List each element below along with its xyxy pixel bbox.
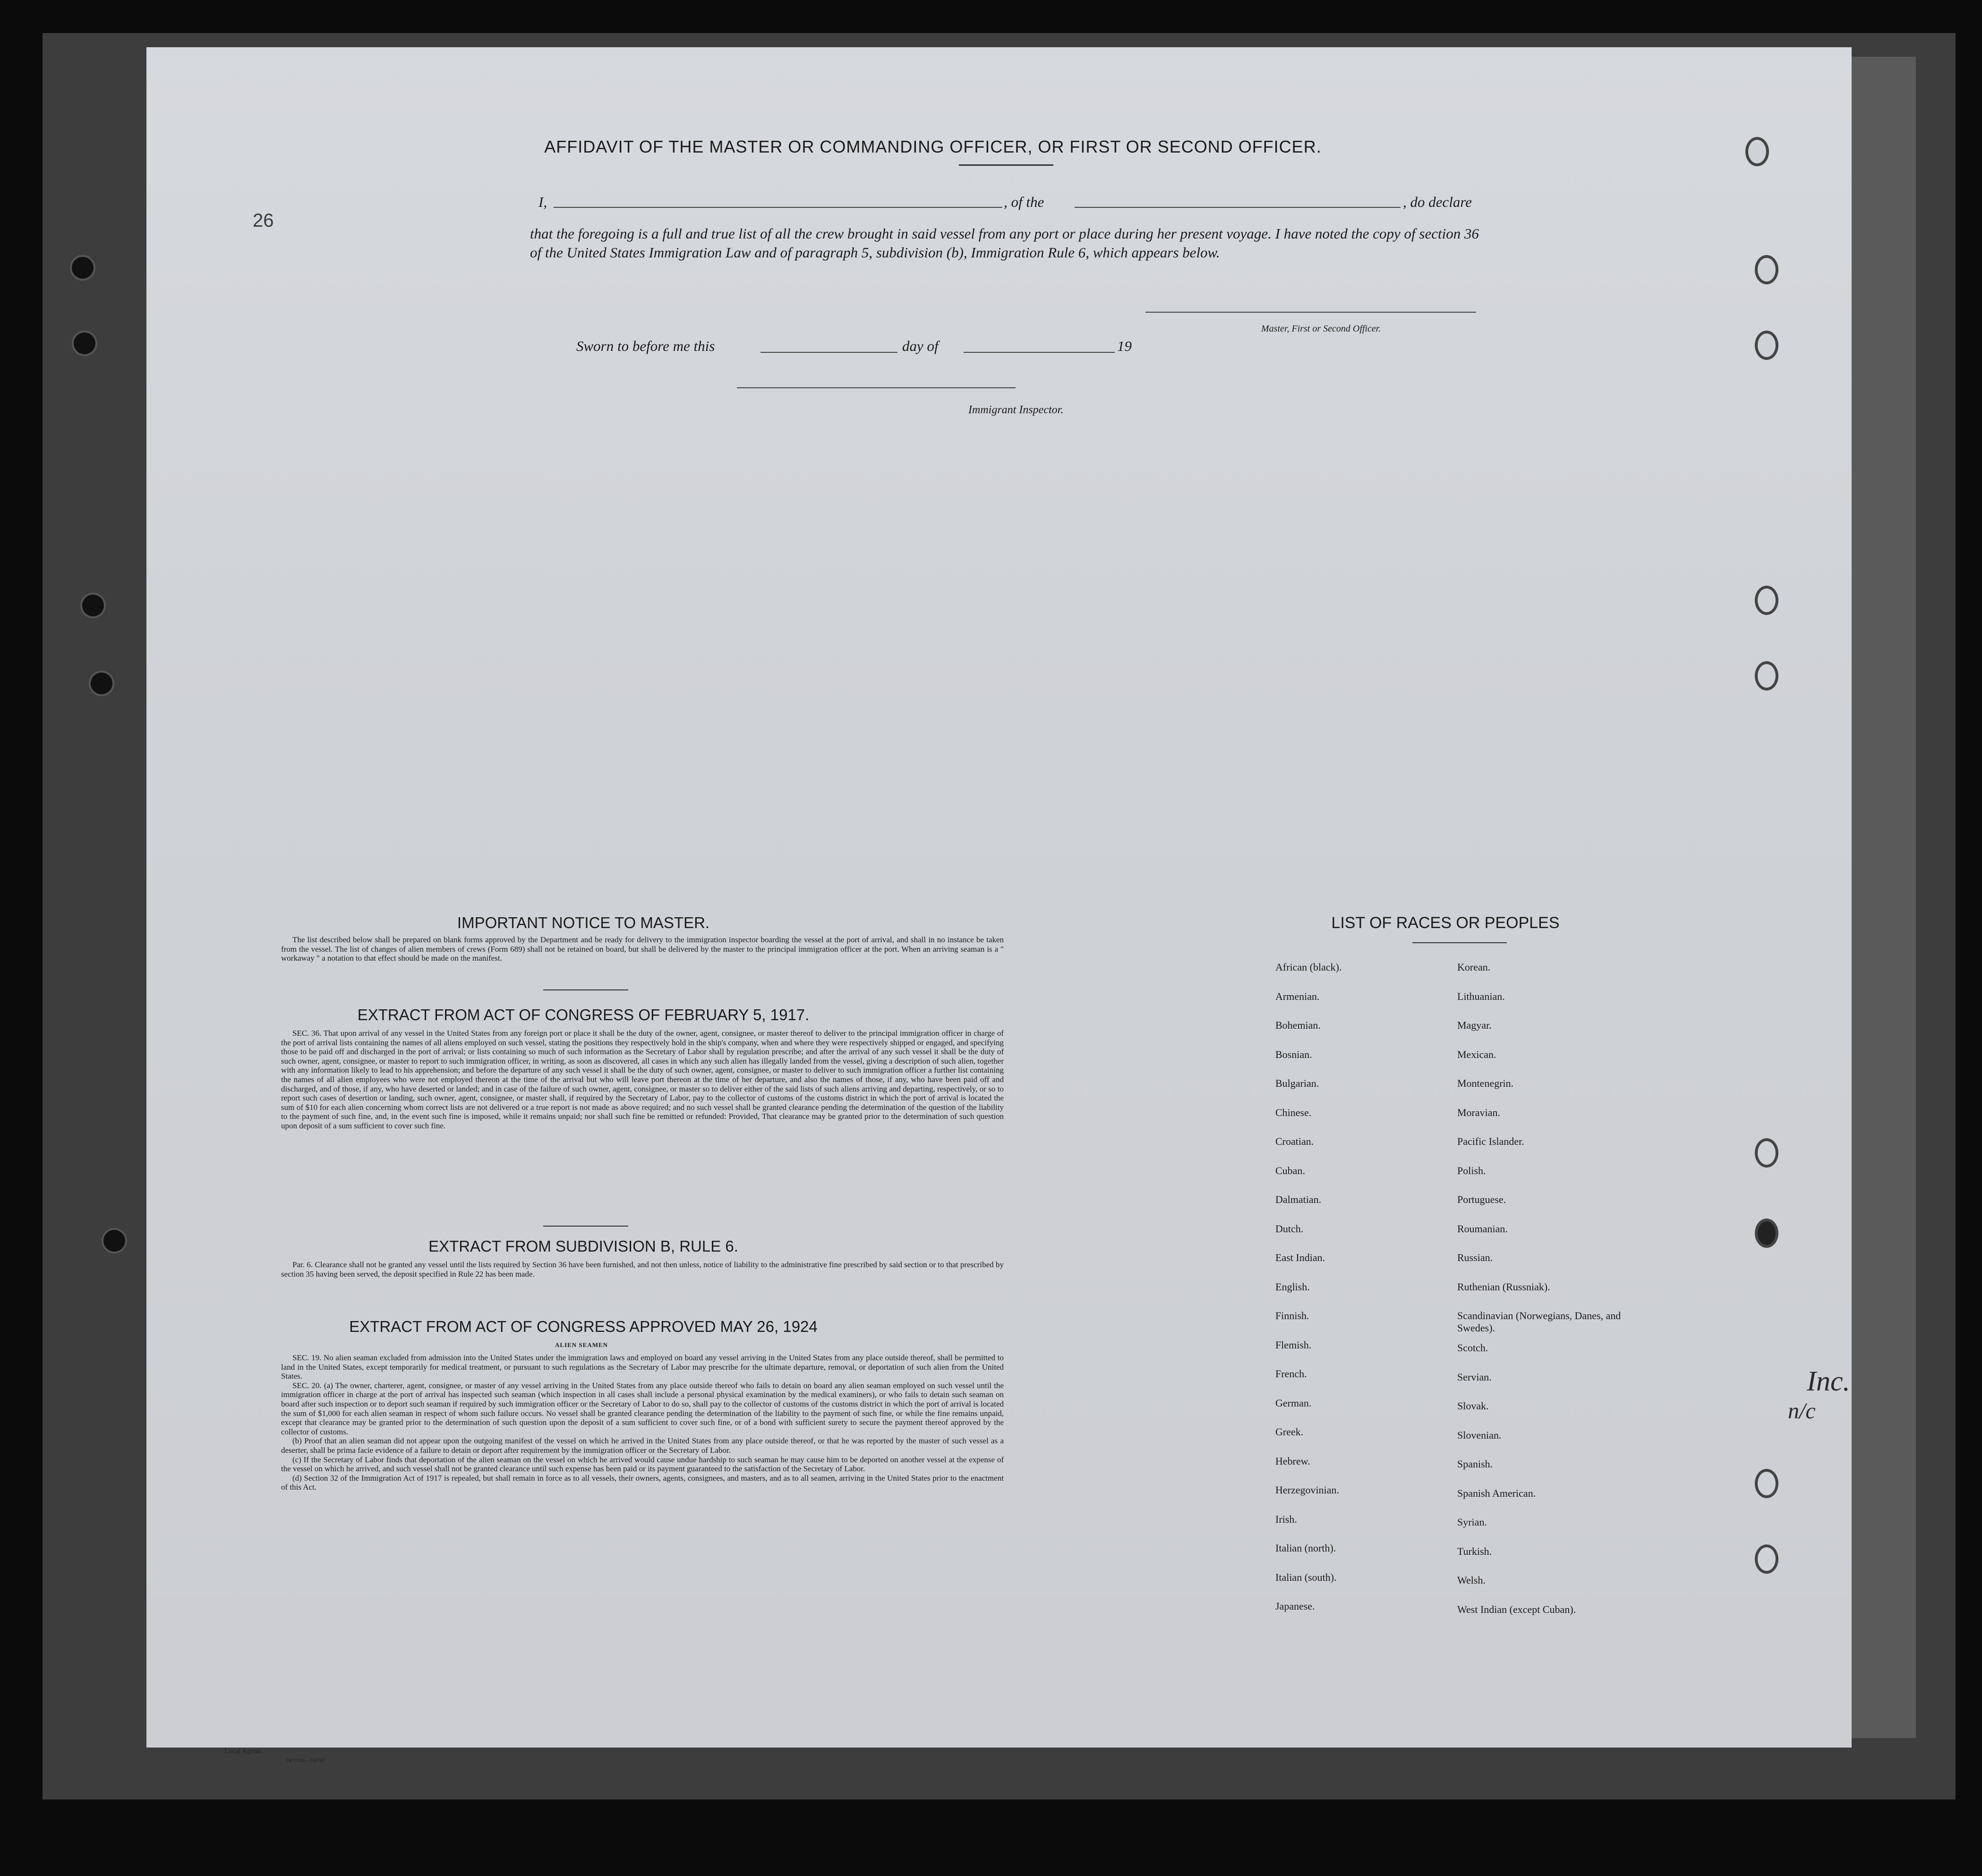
affidavit-body: that the foregoing is a full and true list of all the crew brought in said vessel from any port or place during her present voyage. I have noted the copy of section 36 of the United States Immigration Law and of paragraph 5, subdivision (b), Immigration Rule 6, which appears below. [530,225,1479,261]
name-blank[interactable] [554,207,1002,208]
race-item: African (black). [1275,961,1342,973]
race-item: Lithuanian. [1457,990,1505,1002]
race-item: Croatian. [1275,1135,1314,1147]
extract-1924-title: EXTRACT FROM ACT OF CONGRESS APPROVED MAY 26, 1924 [349,1318,818,1335]
race-item: French. [1275,1368,1307,1380]
race-item: Irish. [1275,1513,1297,1525]
binder-hole [80,593,106,618]
race-item: Slovak. [1457,1400,1489,1412]
binder-hole [102,1228,127,1254]
divider [543,989,628,990]
race-item: Flemish. [1275,1339,1312,1351]
race-item: Pacific Islander. [1457,1135,1524,1147]
margin-note: Inc. [1807,1365,1850,1397]
affidavit-declare: , do declare [1403,194,1472,210]
binder-ring [1755,661,1778,691]
race-item: Cuban. [1275,1164,1305,1177]
race-item: Syrian. [1457,1516,1487,1528]
race-item: Dalmatian. [1275,1194,1322,1205]
extract-1917-title: EXTRACT FROM ACT OF CONGRESS OF FEBRUARY 5, 1917. [357,1006,810,1023]
binder-ring [1755,1544,1778,1574]
notice-text: The list described below shall be prepared on blank forms approved by the Department and be ready for delivery to the immigration inspector boarding the vessel at the port of arrival, and shall in no instance be taken from the vessel. The list of changes of alien members of crews (Form 689) shall not be retained on board, but shall be delivered by the master to the principal immigration officer at the port. When an arriving seaman is a " workaway " a notation to that effect should be made on the manifest. [281,935,1004,963]
vessel-blank[interactable] [1075,207,1401,208]
binder-ring [1745,137,1769,166]
race-item: Roumanian. [1457,1222,1508,1235]
margin-note: n/c [1788,1398,1816,1424]
race-item: English. [1275,1280,1310,1293]
divider [543,1226,628,1227]
binder-ring [1755,1138,1778,1168]
races-title: LIST OF RACES OR PEOPLES [1331,914,1560,932]
master-caption: Master, First or Second Officer. [1261,324,1381,334]
race-item: Scandinavian (Norwegians, Danes, and Swedes). [1457,1310,1621,1334]
race-item: Herzegovinian. [1275,1484,1339,1496]
race-item: Ruthenian (Russniak). [1457,1280,1550,1293]
binder-ring [1755,255,1778,284]
race-item: Greek. [1275,1426,1304,1438]
race-item: Spanish. [1457,1458,1493,1470]
race-item: East Indian. [1275,1252,1325,1263]
binder-hole [72,331,97,356]
race-item: Servian. [1457,1371,1492,1383]
race-item: German. [1275,1397,1312,1409]
race-item: Hebrew. [1275,1455,1310,1467]
race-item: Italian (north). [1275,1542,1336,1554]
master-signature-blank[interactable] [1145,312,1476,313]
race-item: Spanish American. [1457,1487,1536,1499]
form-number: 24/1308—10/767 [286,1757,326,1764]
divider [1412,942,1507,943]
extract-1917-text: SEC. 36. That upon arrival of any vessel in the United States from any foreign port or place it shall be the duty of the owner, agent, consignee, or master thereof to deliver to the principal immigration officer in charge of the port of arrival lists containing the names of all aliens employed on such vessel, stating the positions they respectively hold in the ship's company, when and where they were respectively shipped or engaged, and specifying those to be paid off and discharged in the port of arrival; or lists containing so much of such information as the Secretary of Labor shall by regulation prescribe; and after the arrival of any such vessel it shall be the duty of such owner, agent, consignee, or master to report to such immigration officer, in writing, as soon as discovered, all cases in which any such alien has illegally landed from the vessel, giving a description of such alien, together with any information likely to lead to his apprehension; and before the departure of any such vessel it shall be the duty of such owner, agent, consignee, or master to deliver to such immigration officer a further list containing the names of all alien employees who were not employed thereon at the time of the arrival but who will leave port thereon at the time of her departure, and also the names of those, if any, who have been paid off and discharged, and of those, if any, who have deserted or landed; and in case of the failure of such owner, agent, consignee, or master so to deliver either of the said lists of such aliens arriving and departing, respectively, or so to report such cases of desertion or landing, such owner, agent, consignee, or master shall, if required by the Secretary of Labor, pay to the collector of customs of the customs district in which the port of arrival is located the sum of $10 for each alien concerning whom correct lists are not delivered or a true report is not made as above required; and no such vessel shall be granted clearance pending the determination of the question of the liability to the payment of such fine, and, in the event such fine is imposed, while it remains unpaid; nor shall such fine be remitted or refunded: Provided, That clearance may be granted prior to the determination of such question upon deposit of a sum sufficient to cover such fine. [281,1029,1004,1130]
race-item: Montenegrin. [1457,1077,1514,1089]
affidavit-title: AFFIDAVIT OF THE MASTER OR COMMANDING OFFICER, OR FIRST OR SECOND OFFICER. [544,137,1322,156]
race-item: Bohemian. [1275,1019,1321,1031]
race-item: Bosnian. [1275,1048,1312,1060]
race-item: Moravian. [1457,1106,1501,1118]
month-blank[interactable] [964,352,1115,353]
race-item: Welsh. [1457,1574,1486,1586]
race-item: Armenian. [1275,990,1320,1002]
binder-ring [1755,586,1778,615]
race-item: Magyar. [1457,1019,1492,1031]
race-item: Mexican. [1457,1048,1496,1060]
divider [959,164,1053,166]
notice-title: IMPORTANT NOTICE TO MASTER. [457,914,710,931]
race-item: Turkish. [1457,1545,1492,1557]
race-item: Slovenian. [1457,1429,1502,1441]
race-item: Japanese. [1275,1600,1315,1612]
inspector-signature-blank[interactable] [737,387,1016,388]
race-item: Scotch. [1457,1342,1488,1354]
extract-1924-text: SEC. 19. No alien seaman excluded from admission into the United States under the immigration laws and employed on board any vessel arriving in the United States from any place outside thereof, shall be permitted to land in the United States, except temporarily for medical treatment, or pursuant to such regulations as the Secretary of Labor may prescribe for the ultimate departure, removal, or deportation of such alien from the United States. SEC. 20. (a) The owner, charterer, agent, consignee, or master of any vessel arriving in the United States from any place outside thereof who fails to detain on board any alien seaman employed on such vessel until the immigration officer in charge at the port of arrival has inspected such seaman (which inspection in all cases shall include a personal physical examination by the medical examiners), or who fails to detain such seaman on board after such inspection or to deport such seaman if required by such immigration officer or the Secretary of Labor to do so, shall pay to the collector of customs of the customs district in which the port of arrival is located the sum of $1,000 for each alien seaman in respect of whom such failure occurs. No vessel shall be granted clearance pending the determination of the liability to the payment of such fine, or while the fine remains unpaid, except that clearance may be granted prior to the determination of such question upon the deposit of a sum sufficient to cover such fine, or of a bond with sufficient surety to secure the payment thereof approved by the collector of customs. (b) Proof that an alien seaman did not appear upon the outgoing manifest of the vessel on which he arrived in the United States from any place outside thereof, or that he was reported by the master of such vessel as a deserter, shall be prima facie evidence of a failure to detain or deport after requirement by the immigration officer or the Secretary of Labor. (c) If the Secretary of Labor finds that deportation of the alien seaman on the vessel on which he arrived would cause undue hardship to such seaman he may cause him to be deported on another vessel at the expense of the vessel on which he arrived, and such vessel shall not be granted clearance until such expense has been paid or its payment guaranteed to the satisfaction of the Secretary of Labor. (d) Section 32 of the Immigration Act of 1917 is repealed, but shall remain in force as to all vessels, their owners, agents, consignees, and masters, and as to all seamen, arriving in the United States prior to the enactment of this Act. [281,1353,1004,1492]
race-item: Bulgarian. [1275,1077,1319,1089]
sworn-label: Sworn to before me this [576,338,715,354]
race-item: Polish. [1457,1164,1486,1177]
race-item: Italian (south). [1275,1571,1337,1583]
extract-rule6-title: EXTRACT FROM SUBDIVISION B, RULE 6. [428,1237,738,1255]
year-label: 19 [1117,338,1132,354]
affidavit-of-the: , of the [1004,194,1044,210]
day-of-label: day of [902,338,939,354]
race-item: Finnish. [1275,1310,1309,1322]
race-item: Portuguese. [1457,1194,1506,1205]
binder-hole [89,671,114,696]
manifest-page [146,47,1852,1764]
inspector-caption: Immigrant Inspector. [968,404,1064,416]
binder-ring [1755,331,1778,360]
margin-number: 26 [253,210,274,231]
affidavit-i: I, [538,194,547,210]
binder-ring [1755,1469,1778,1498]
binder-ring [1755,1219,1778,1248]
extract-1924-subtitle: ALIEN SEAMEN [555,1341,608,1348]
race-item: Russian. [1457,1252,1493,1263]
extract-rule6-text: Par. 6. Clearance shall not be granted any vessel until the lists required by Section 36 have been furnished, and not then unless, notice of liability to the administrative fine prescribed by said section or to that prescribed by section 35 having been served, the deposit specified in Rule 22 has been made. [281,1260,1004,1279]
race-item: Dutch. [1275,1222,1304,1235]
race-item: Chinese. [1275,1106,1312,1118]
race-item: Korean. [1457,961,1491,973]
local-agents-label: Local Agents [224,1748,262,1755]
binder-hole [70,255,95,281]
race-item: West Indian (except Cuban). [1457,1603,1576,1615]
sworn-date-blank[interactable] [760,352,897,353]
